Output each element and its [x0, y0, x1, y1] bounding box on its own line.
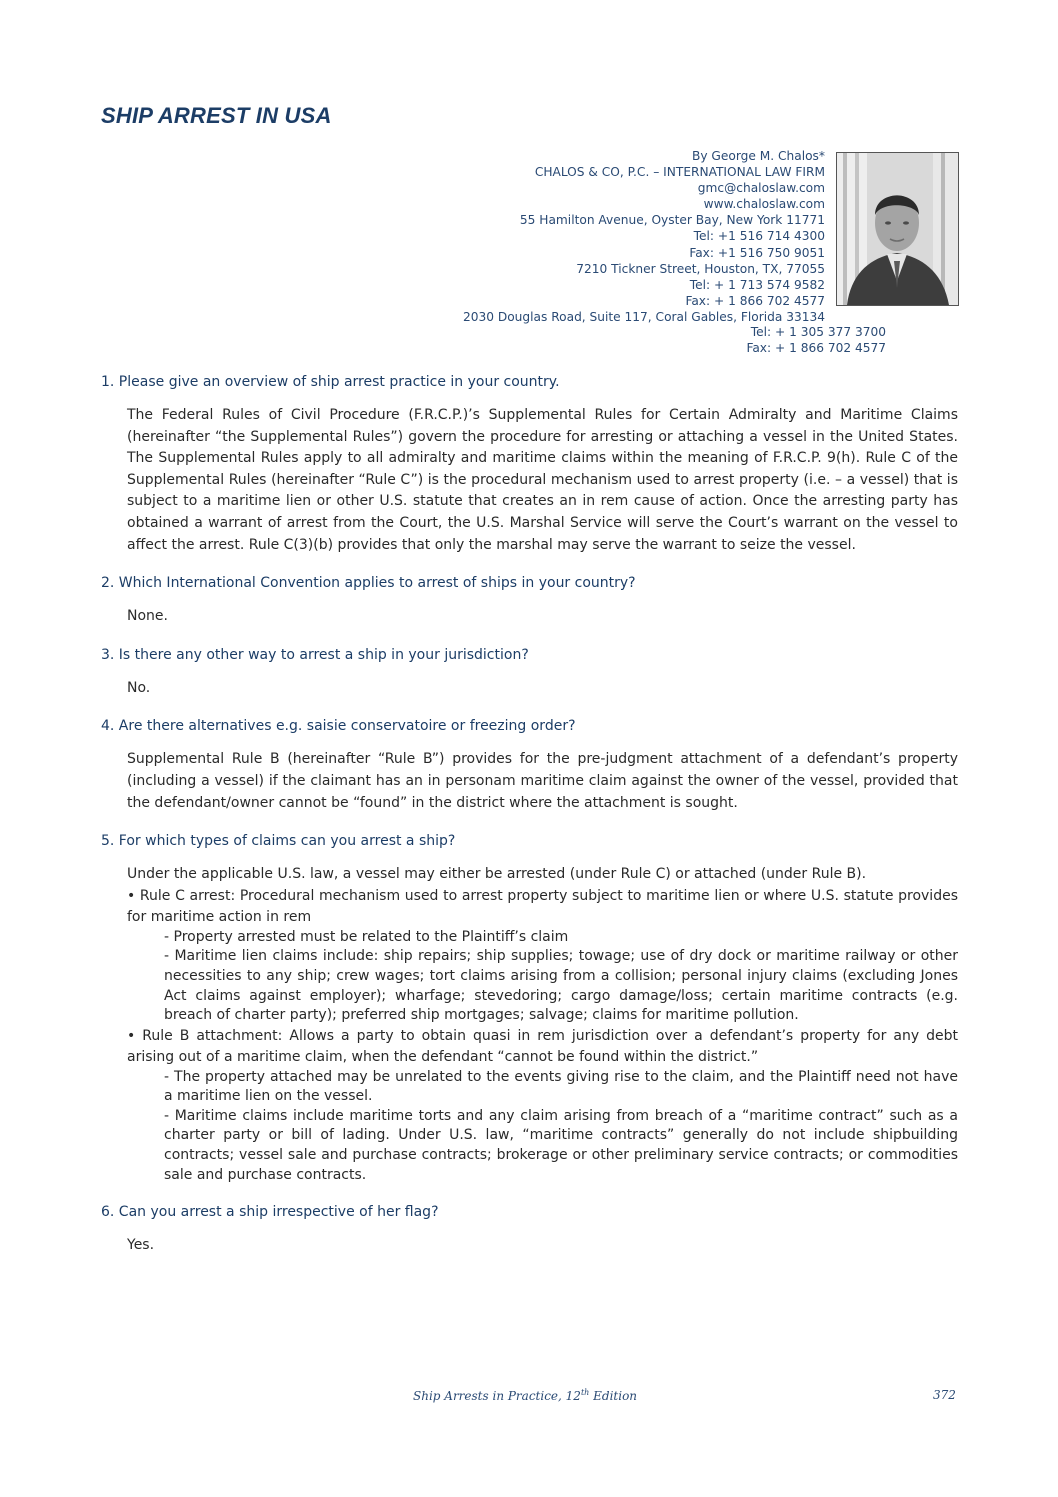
office-fax: Fax: + 1 866 702 4577	[685, 293, 825, 308]
office-address: 7210 Tickner Street, Houston, TX, 77055	[576, 261, 825, 276]
answer-paragraph: Yes.	[127, 1237, 155, 1254]
office-fax: Fax: +1 516 750 9051	[689, 245, 825, 260]
page-title: SHIP ARREST IN USA	[101, 103, 332, 128]
sub-item: - The property attached may be unrelated to the events giving rise to the claim, and the Plaintiff need not have a maritime lien on the vessel.	[164, 1068, 958, 1105]
office-fax: Fax: + 1 866 702 4577	[746, 341, 886, 356]
answer-paragraph: None.	[127, 608, 168, 625]
office-tel: Tel: + 1 305 377 3700	[750, 325, 886, 339]
office-address: 2030 Douglas Road, Suite 117, Coral Gables, Florida 33134	[462, 309, 825, 324]
sub-item: - Maritime claims include maritime torts and any claim arising from breach of a “maritime contract” such as a charter party or bill of lading. Under U.S. law, “maritime contracts” generally do not include shipbuilding contracts; vessel sale and purchase contracts; brokerage or other preliminary service contracts; or commodities sale and purchase contracts.	[164, 1107, 958, 1183]
question-heading: 1. Please give an overview of ship arrest practice in your country.	[101, 374, 560, 390]
bullet-item: • Rule B attachment: Allows a party to obtain quasi in rem jurisdiction over a defendant’s property for any debt arising out of a maritime claim, when the defendant “cannot be found within the district.”	[127, 1027, 958, 1065]
author-contact-tail	[560, 324, 886, 356]
answer-paragraph: The Federal Rules of Civil Procedure (F.R.C.P.)’s Supplemental Rules for Certain Admiralty and Maritime Claims (hereinafter “the Supplemental Rules”) govern the procedure for arresting or attaching a vessel in the United States. The Supplemental Rules apply to all admiralty and maritime claims within the meaning of F.R.C.P. 9(h). Rule C of the Supplemental Rules (hereinafter “Rule C”) is the procedural mechanism used to arrest property (i.e. – a vessel) that is subject to a maritime lien or other U.S. statute that creates an in rem cause of action. Once the arresting party has obtained a warrant of arrest from the Court, the U.S. Marshal Service will serve the Court’s warrant on the vessel to affect the arrest. Rule C(3)(b) provides that only the marshal may serve the warrant to seize the vessel.	[127, 407, 958, 553]
question-heading: 2. Which International Convention applies to arrest of ships in your country?	[101, 575, 636, 592]
author-contact-block	[360, 148, 825, 325]
question-heading: 4. Are there alternatives e.g. saisie conservatoire or freezing order?	[101, 718, 576, 735]
publication-title: Ship Arrests in Practice, 12th Edition	[413, 1388, 638, 1403]
page-number: 372	[933, 1388, 956, 1402]
author-photo	[836, 152, 959, 306]
law-firm-name: CHALOS & CO, P.C. – INTERNATIONAL LAW FIRM	[534, 165, 825, 180]
answer-paragraph: Supplemental Rule B (hereinafter “Rule B”) provides for the pre-judgment attachment of a defendant’s property (including a vessel) if the claimant has an in personam maritime claim against the owner of the vessel, provided that the defendant/owner cannot be “found” in the district where the attachment is sought.	[127, 751, 958, 811]
answer-paragraph: Under the applicable U.S. law, a vessel may either be arrested (under Rule C) or attached (under Rule B).	[127, 866, 867, 883]
sub-item: - Property arrested must be related to the Plaintiff’s claim	[164, 928, 569, 945]
answer-paragraph: No.	[127, 679, 151, 696]
page-footer	[0, 1388, 1058, 1408]
office-address: 55 Hamilton Avenue, Oyster Bay, New York 11771	[519, 213, 825, 228]
bullet-item: • Rule C arrest: Procedural mechanism used to arrest property subject to maritime lien or where U.S. statute provides for maritime action in rem	[127, 887, 958, 925]
question-heading: 6. Can you arrest a ship irrespective of her flag?	[101, 1204, 439, 1221]
sub-item: - Maritime lien claims include: ship repairs; ship supplies; towage; use of dry dock or maritime railway or other necessities to any ship; crew wages; tort claims arising from a collision; personal injury claims (excluding Jones Act claims against employer); wharfage; stevedoring; cargo damage/loss; certain maritime contracts (e.g. breach of charter party); preferred ship mortgages; salvage; claims for maritime pollution.	[164, 948, 958, 1024]
author-email: gmc@chaloslaw.com	[697, 181, 825, 196]
firm-website: www.chaloslaw.com	[703, 197, 825, 212]
office-tel: Tel: +1 516 714 4300	[693, 229, 825, 244]
office-tel: Tel: + 1 713 574 9582	[689, 277, 825, 292]
qa-content	[101, 372, 958, 1257]
question-heading: 3. Is there any other way to arrest a ship in your jurisdiction?	[101, 646, 529, 663]
author-byline: By George M. Chalos*	[691, 149, 825, 163]
question-heading: 5. For which types of claims can you arrest a ship?	[101, 833, 456, 850]
